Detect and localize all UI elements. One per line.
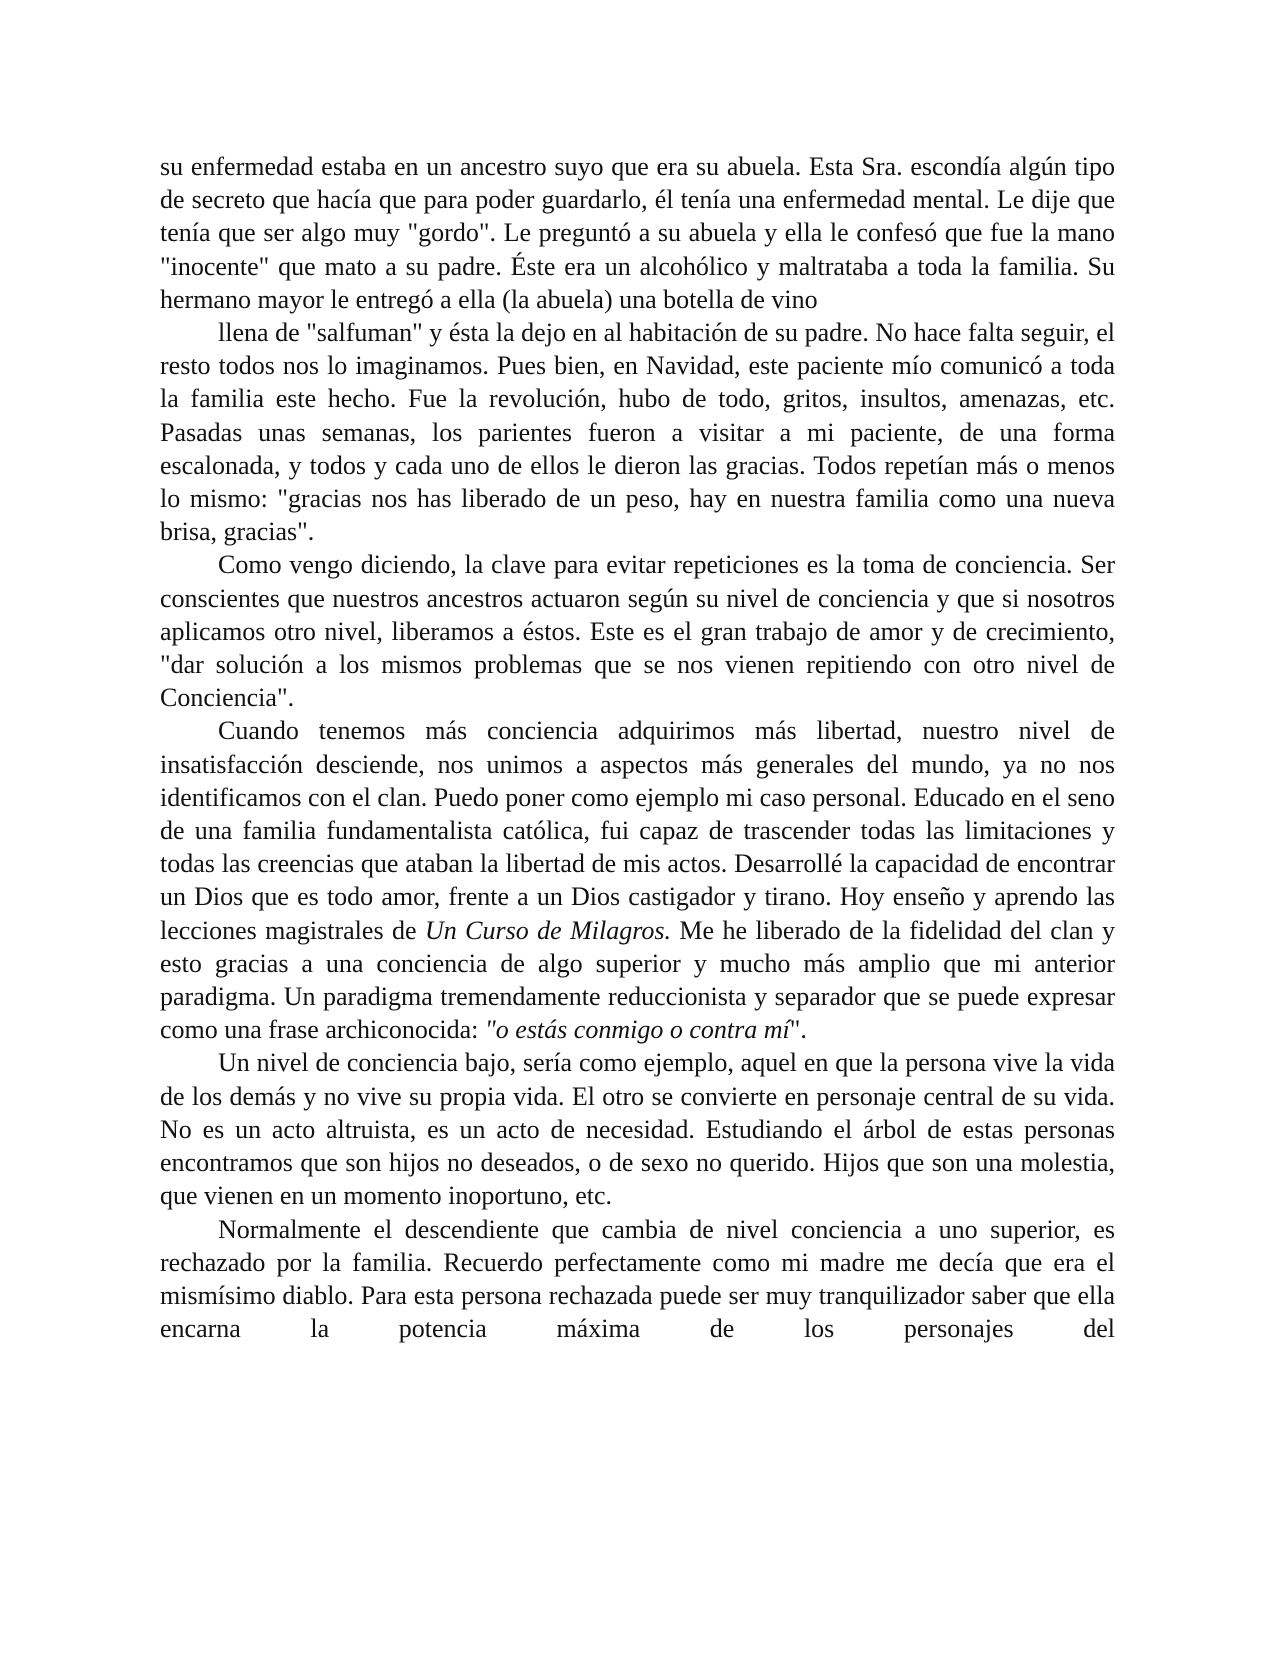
paragraph-4 <box>160 714 1115 1046</box>
paragraph-4-text-b: Me he liberado de la fidelidad del clan y esto gracias a una conciencia de algo superior y mucho más amplio que mi anterior paradigma. Un paradigma tremendamente reduccionista y separador que se puede expresar como una frase archiconocida: <box>160 915 1115 1045</box>
paragraph-2: llena de "salfuman" y ésta la dejo en al habitación de su padre. No hace falta seguir, el resto todos nos lo imaginamos. Pues bien, en Navidad, este paciente mío comunicó a toda la familia este hecho. Fue la revolución, hubo de todo, gritos, insultos, amenazas, etc. Pasadas unas semanas, los parientes fueron a visitar a mi paciente, de una forma escalonada, y todos y cada uno de ellos le dieron las gracias. Todos repetían más o menos lo mismo: "gracias nos has liberado de un peso, hay en nuestra familia como una nueva brisa, gracias". <box>160 318 1115 547</box>
paragraph-1: su enfermedad estaba en un ancestro suyo que era su abuela. Esta Sra. escondía algún tipo de secreto que hacía que para poder guardarlo, él tenía una enfermedad mental. Le dije que tenía que ser algo muy "gordo". Le preguntó a su abuela y ella le confesó que fue la mano "inocente" que mato a su padre. Éste era un alcohólico y maltrataba a toda la familia. Su hermano mayor le entregó a ella (la abuela) una botella de vino <box>160 152 1115 314</box>
paragraph-4-text-a: Cuando tenemos más conciencia adquirimos más libertad, nuestro nivel de insatisfacción desciende, nos unimos a aspectos más generales del mundo, ya no nos identificamos con el clan. Puedo poner como ejemplo mi caso personal. Educado en el seno de una familia fundamentalista católica, fui capaz de trascender todas las limitaciones y todas las creencias que ataban la libertad de mis actos. Desarrollé la capacidad de encontrar un Dios que es todo amor, frente a un Dios castigador y tirano. Hoy enseño y aprendo las lecciones magistrales de <box>160 716 1115 945</box>
paragraph-4-text-c: ". <box>789 1015 807 1045</box>
paragraph-3: Como vengo diciendo, la clave para evitar repeticiones es la toma de conciencia. Ser conscientes que nuestros ancestros actuaron según su nivel de conciencia y que si nosotros aplicamos otro nivel, liberamos a éstos. Este es el gran trabajo de amor y de crecimiento, "dar solución a los mismos problemas que se nos vienen repitiendo con otro nivel de Conciencia". <box>160 550 1115 713</box>
quote-italic: "o estás conmigo o contra mí <box>484 1015 790 1045</box>
book-title-italic: Un Curso de Milagros. <box>424 915 671 945</box>
document-page <box>160 150 1115 1345</box>
paragraph-6: Normalmente el descendiente que cambia de nivel conciencia a uno superior, es rechazado por la familia. Recuerdo perfectamente como mi madre me decía que era el mismísimo diablo. Para esta persona rechazada puede ser muy tranquilizador saber que ella encarna la potencia máxima de los personajes del <box>160 1214 1115 1344</box>
paragraph-5: Un nivel de conciencia bajo, sería como ejemplo, aquel en que la persona vive la vida de los demás y no vive su propia vida. El otro se convierte en personaje central de su vida. No es un acto altruista, es un acto de necesidad. Estudiando el árbol de estas personas encontramos que son hijos no deseados, o de sexo no querido. Hijos que son una molestia, que vienen en un momento inoportuno, etc. <box>160 1048 1115 1211</box>
